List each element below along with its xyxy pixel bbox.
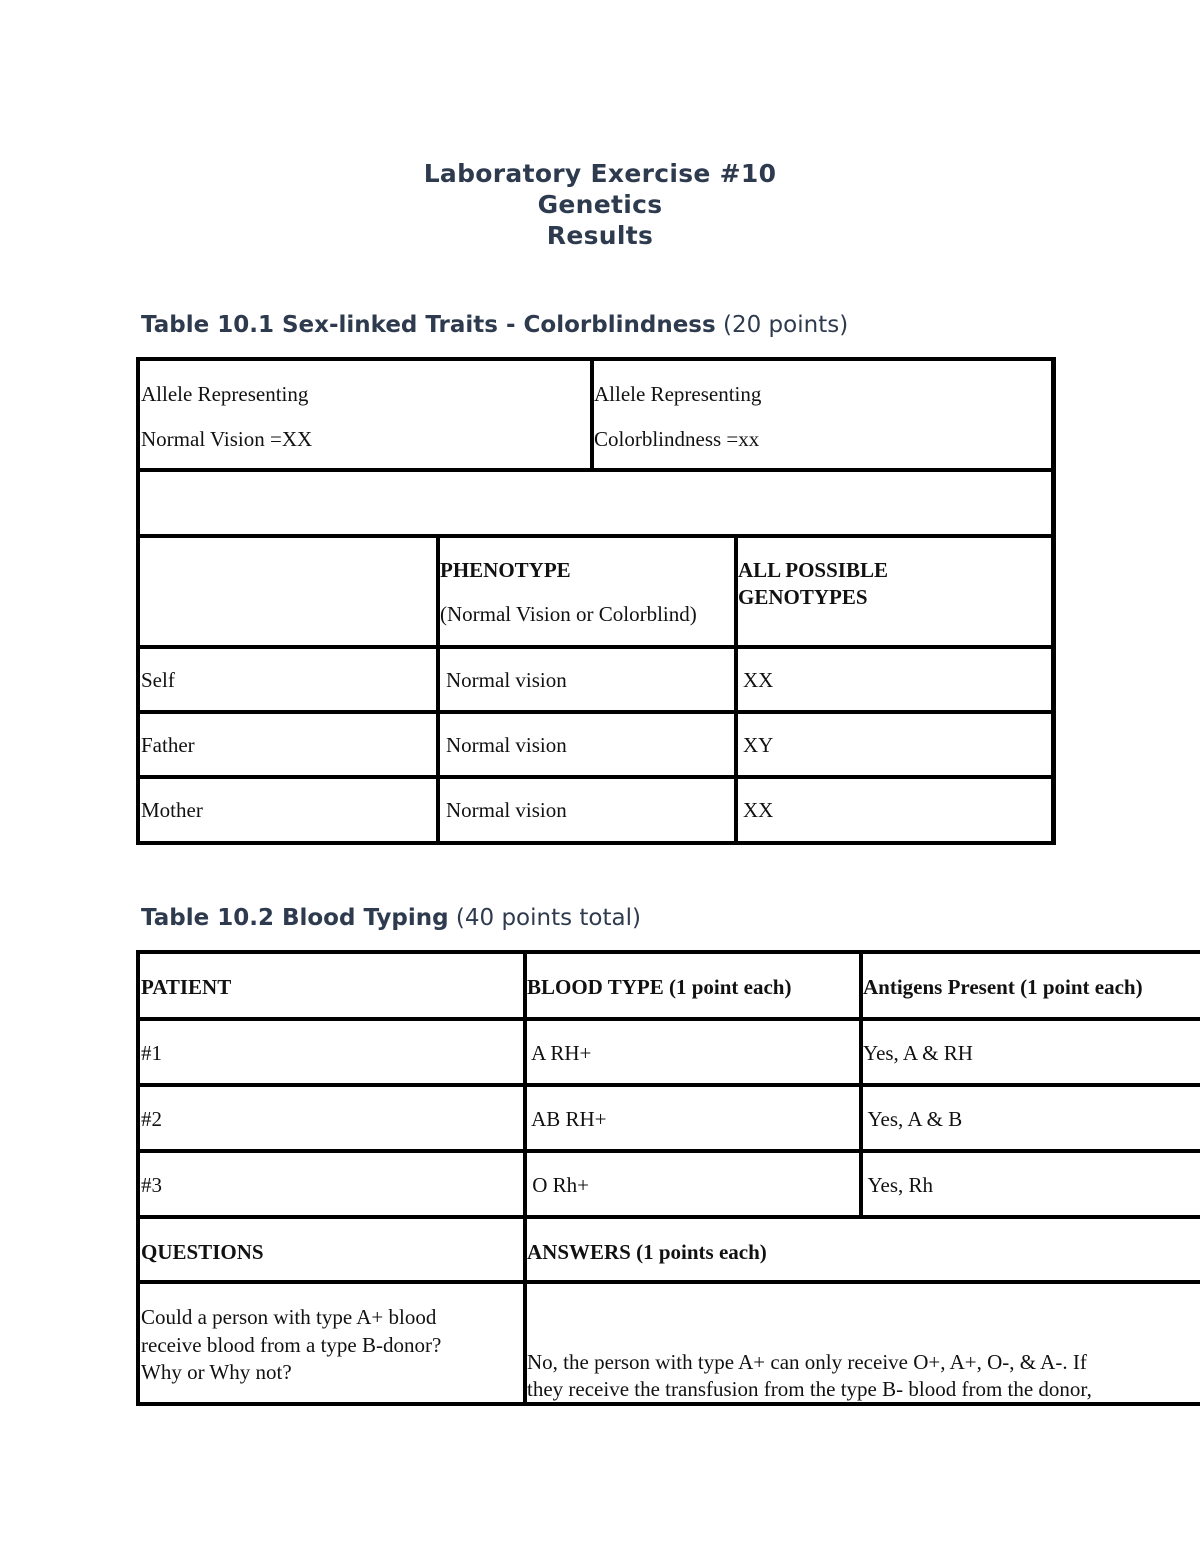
title-line-3: Results (546, 221, 654, 250)
patient-1-blood-type: A RH+ (527, 1041, 592, 1065)
question-1-line-2: receive blood from a type B-donor? (141, 1333, 442, 1357)
patient-2-antigens: Yes, A & B (863, 1107, 963, 1131)
col-answers-header: ANSWERS (1 points each) (527, 1240, 767, 1264)
allele-normal-label: Allele Representing (141, 382, 309, 406)
table-10-2-caption-bold: Table 10.2 Blood Typing (141, 905, 449, 931)
patient-3-blood-type: O Rh+ (527, 1173, 590, 1197)
question-1-line-3: Why or Why not? (141, 1360, 292, 1384)
row-self-genotype: XX (743, 668, 774, 692)
allele-normal-value: Normal Vision =XX (141, 427, 313, 451)
col-questions-header: QUESTIONS (141, 1240, 264, 1264)
row-father-phenotype: Normal vision (446, 733, 567, 757)
col-genotypes-header-1: ALL POSSIBLE (738, 558, 888, 582)
table-10-1-caption-bold: Table 10.1 Sex-linked Traits - Colorblindness (141, 312, 716, 338)
answer-1-line-2: they receive the transfusion from the type B- blood from the donor, (527, 1377, 1092, 1401)
answer-1-line-1: No, the person with type A+ can only receive O+, A+, O-, & A-. If (527, 1350, 1087, 1374)
row-father-genotype: XY (743, 733, 774, 757)
patient-1-antigens: Yes, A & RH (863, 1041, 973, 1065)
col-blood-type-header: BLOOD TYPE (1 point each) (527, 975, 792, 999)
col-antigens-header: Antigens Present (1 point each) (863, 975, 1143, 999)
col-phenotype-subheader: (Normal Vision or Colorblind) (440, 602, 697, 626)
row-self-person: Self (141, 668, 175, 692)
table-10-1-caption-points: (20 points) (715, 312, 849, 338)
allele-colorblind-label: Allele Representing (594, 382, 762, 406)
patient-2-blood-type: AB RH+ (527, 1107, 607, 1131)
patient-3-id: #3 (141, 1173, 162, 1197)
col-patient-header: PATIENT (141, 975, 232, 999)
title-line-1: Laboratory Exercise #10 (423, 159, 777, 188)
col-phenotype-header: PHENOTYPE (440, 558, 571, 582)
row-mother-genotype: XX (743, 798, 774, 822)
row-father-person: Father (141, 733, 195, 757)
row-mother-phenotype: Normal vision (446, 798, 567, 822)
patient-2-id: #2 (141, 1107, 162, 1131)
title-line-2: Genetics (537, 190, 663, 219)
row-mother-person: Mother (141, 798, 203, 822)
row-self-phenotype: Normal vision (446, 668, 567, 692)
allele-colorblind-value: Colorblindness =xx (594, 427, 760, 451)
col-genotypes-header-2: GENOTYPES (738, 585, 868, 609)
question-1-line-1: Could a person with type A+ blood (141, 1305, 437, 1329)
patient-3-antigens: Yes, Rh (863, 1173, 934, 1197)
table-10-2-caption-points: (40 points total) (448, 905, 641, 931)
patient-1-id: #1 (141, 1041, 162, 1065)
